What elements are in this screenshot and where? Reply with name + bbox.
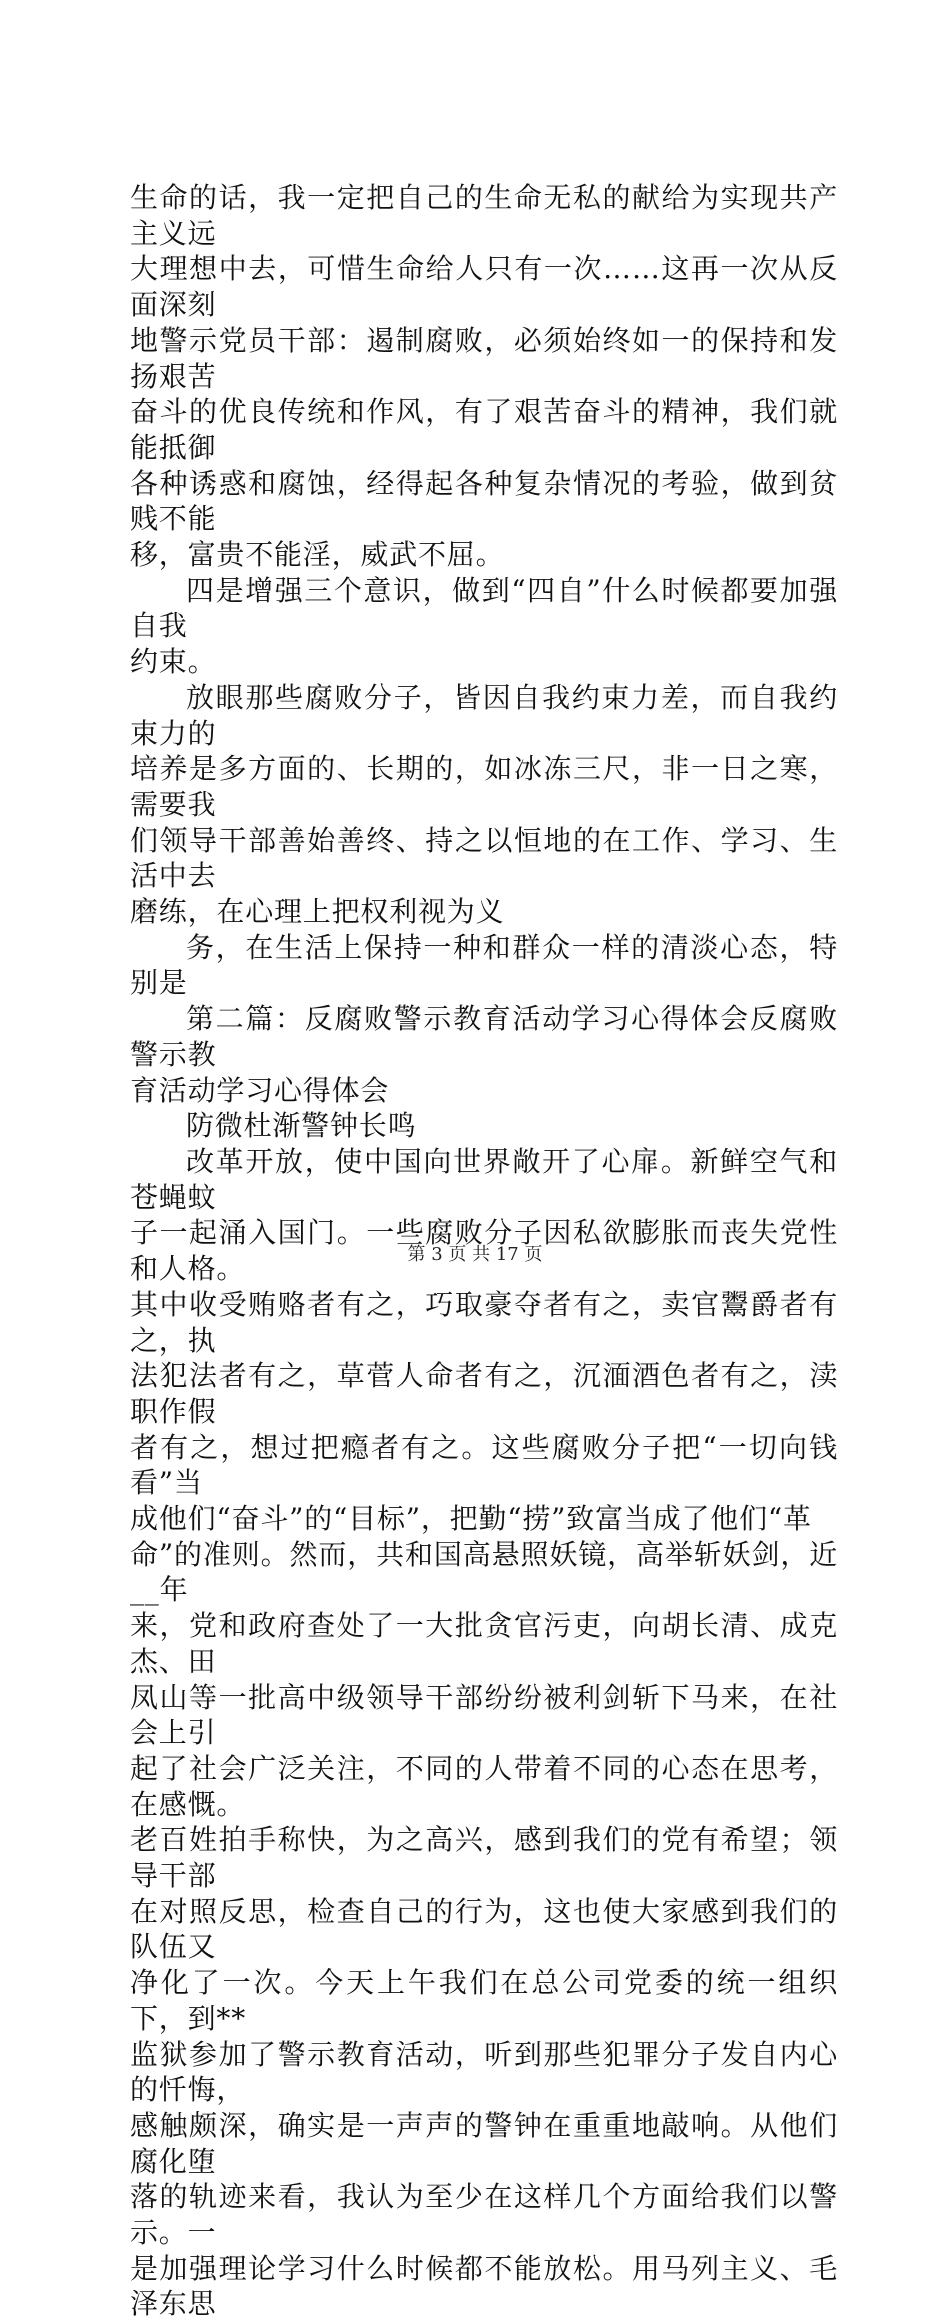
text-line: 监狱参加了警示教育活动，听到那些犯罪分子发自内心的忏悔，: [130, 2037, 838, 2107]
text-line: 务，在生活上保持一种和群众一样的清淡心态，特别是: [130, 930, 838, 1000]
text-line: 凤山等一批高中级领导干部纷纷被利剑斩下马来，在社会上引: [130, 1680, 838, 1750]
text-line: 们领导干部善始善终、持之以恒地的在工作、学习、生活中去: [130, 823, 838, 893]
text-line: 磨练，在心理上把权利视为义: [130, 895, 505, 929]
text-line: 成他们“奋斗”的“目标”，把勤“捞”致富当成了他们“革: [130, 1502, 812, 1536]
text-line: 子一起涌入国门。一些腐败分子因私欲膨胀而丧失党性和人格。: [130, 1216, 838, 1286]
section-heading-part-two: [130, 1001, 838, 1108]
text-line: 法犯法者有之，草菅人命者有之，沉湎酒色者有之，渎职作假: [130, 1359, 838, 1428]
paragraph-reform-opening: [130, 1144, 838, 2322]
text-line: 在对照反思，检查自己的行为，这也使大家感到我们的队伍又: [130, 1894, 838, 1964]
text-line: 来，党和政府查处了一大批贪官污吏，向胡长清、成克杰、田: [130, 1609, 838, 1678]
text-line: 育活动学习心得体会: [130, 1073, 390, 1107]
text-line: 地警示党员干部：遏制腐败，必须始终如一的保持和发扬艰苦: [130, 323, 838, 393]
text-line: 净化了一次。今天上午我们在总公司党委的统一组织下，到**: [130, 1966, 838, 2035]
text-line: 奋斗的优良传统和作风，有了艰苦奋斗的精神，我们就能抵御: [130, 395, 838, 464]
text-line: 第二篇：反腐败警示教育活动学习心得体会反腐败警示教: [130, 1002, 838, 1071]
text-line: 四是增强三个意识，做到“四自”什么时候都要加强自我: [130, 573, 838, 643]
text-line: 是加强理论学习什么时候都不能放松。用马列主义、毛泽东思: [130, 2251, 838, 2321]
article-title: [130, 1108, 838, 1144]
text-line: 感触颇深，确实是一声声的警钟在重重地敲响。从他们腐化堕: [130, 2108, 838, 2178]
text-line: 起了社会广泛关注，不同的人带着不同的心态在思考，在感慨。: [130, 1751, 838, 1821]
text-line: 放眼那些腐败分子，皆因自我约束力差，而自我约束力的: [130, 680, 838, 750]
text-line: 约束。: [130, 645, 217, 679]
text-line: 移，富贵不能淫，威武不屈。: [130, 538, 505, 572]
text-line: 者有之，想过把瘾者有之。这些腐败分子把“一切向钱看”当: [130, 1430, 838, 1500]
paragraph-fragment: [130, 930, 838, 1001]
text-line: 培养是多方面的、长期的，如冰冻三尺，非一日之寒，需要我: [130, 752, 838, 821]
text-line: 落的轨迹来看，我认为至少在这样几个方面给我们以警示。一: [130, 2180, 838, 2250]
paragraph-continuation: [130, 180, 838, 573]
paragraph-self-restraint: [130, 680, 838, 930]
text-line: 改革开放，使中国向世界敞开了心扉。新鲜空气和苍蝇蚊: [130, 1144, 838, 1214]
paragraph-point-four: [130, 573, 838, 680]
text-line: 防微杜渐警钟长鸣: [186, 1109, 417, 1143]
text-line: 生命的话，我一定把自己的生命无私的献给为实现共产主义远: [130, 181, 838, 250]
page-number-footer: 第 3 页 共 17 页: [407, 1244, 543, 1265]
text-line: 其中收受贿赂者有之，巧取豪夺者有之，卖官鬻爵者有之，执: [130, 1287, 838, 1357]
text-line: 大理想中去，可惜生命给人只有一次……这再一次从反面深刻: [130, 252, 838, 322]
text-line: 老百姓拍手称快，为之高兴，感到我们的党有希望；领导干部: [130, 1823, 838, 1893]
text-line: 各种诱惑和腐蚀，经得起各种复杂情况的考验，做到贫贱不能: [130, 466, 838, 536]
text-line: 命”的准则。然而，共和国高悬照妖镜，高举斩妖剑，近__年: [130, 1537, 838, 1607]
